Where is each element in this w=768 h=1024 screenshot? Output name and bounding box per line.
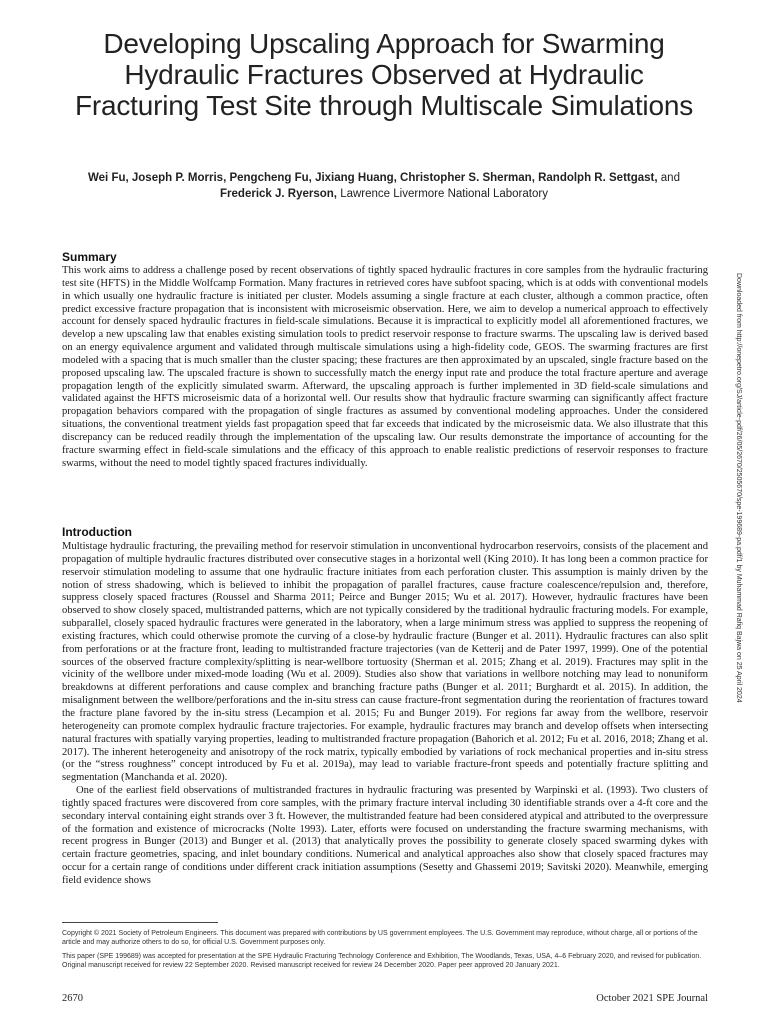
introduction-body bbox=[62, 541, 708, 888]
page-number: 2670 bbox=[62, 993, 83, 1004]
summary-heading: Summary bbox=[62, 250, 117, 264]
paper-title: Developing Upscaling Approach for Swarming Hydraulic Fractures Observed at Hydraulic Fracturing Test Site through Multiscale Simulations bbox=[74, 28, 693, 121]
journal-issue: October 2021 SPE Journal bbox=[596, 993, 708, 1004]
author-names-line-1: Wei Fu, Joseph P. Morris, Pengcheng Fu, Jixiang Huang, Christopher S. Sherman, Randolph R. Settgast, bbox=[88, 172, 658, 184]
author-affiliation: Lawrence Livermore National Laboratory bbox=[337, 188, 548, 200]
download-notice-strip bbox=[732, 273, 746, 741]
summary-paragraph: This work aims to address a challenge posed by recent observations of tightly spaced hydraulic fractures in core samples from the hydraulic fracturing test site (HFTS) in the Middle Wolfcamp Formation. Many fractures in retrieved cores have subfoot spacing, which is at odds with conventional models in which usually one hydraulic fracture is initiated per cluster. Models assuming a single fracture at each cluster, although a common practice, often predict excessive fracture propagation that is inconsistent with microseismic observation. Here, we aim to develop a numerical approach to effectively account for densely spaced hydraulic fractures in field-scale simulations. Because it is impractical to explicitly model all aforementioned fractures, we develop a new upscaling law that enables existing simulation tools to predict reservoir response to fracture swarms. The upscaling law is derived based on an energy equivalence argument and validated through multiscale simulations using a high-fidelity code, GEOS. The swarming fractures are first modeled with a spacing that is much smaller than the cluster spacing; these fractures are then approximated by an upscaled, single fracture based on the proposed upscaling law. The upscaled fracture is shown to successfully match the energy input rate and produce the total fracture aperture and average propagation length of the explicitly simulated swarm. Afterward, the upscaling approach is further implemented in 3D field-scale simulations and validated against the HFTS microseismic data of a horizontal well. Our results show that hydraulic fracture swarming can significantly affect fracture propagation behaviors compared with the propagation of single fractures as assumed by conventional modeling approaches. Under the considered situations, the conventional treatment yields fast propagation speed that far exceeds that indicated by the microseismic data. We also illustrate that this discrepancy can be reduced readily through the implementation of the upscaling law. Our results demonstrate the importance of accounting for the fracture swarming effect in field-scale simulations and the efficacy of this approach to enable realistic predictions of reservoir responses to fracture swarms, without the need to model tightly spaced fractures individually. bbox=[62, 265, 708, 469]
author-list bbox=[80, 170, 688, 202]
author-names-line-2: Frederick J. Ryerson, bbox=[220, 188, 338, 200]
download-notice: Downloaded from http://onepetro.org/SJ/article-pdf/26/05/2670/2505670/spe-199689-pa.pdf/1 by Muhammad Rafiq Bajwa on 25 April 2024 bbox=[735, 273, 742, 703]
introduction-paragraph-2: One of the earliest field observations of multistranded fractures in hydraulic fracturing was presented by Warpinski et al. (1993). Two clusters of tightly spaced fractures were discovered from core samples, with the primary fracture interval including 30 identifiable strands over a 4-ft core and the secondary interval containing eight strands over 3 ft. However, the multistranded feature had been considered atypical and attributed to the overpressure of the formation and existence of microcracks (Nolte 1993). Later, efforts were focused on understanding the fracture swarming mechanisms, with recent progress in Bunger (2013) and Bunger et al. (2013) that analytically proves the possibility to generate closely spaced swarming dykes with certain fracture geometries, spacing, and inlet boundary conditions. Numerical and analytical approaches also show that closely spaced fractures may occur for a certain range of conditions under different crack initiation assumptions (Sesetty and Ghassemi 2019; Savitski 2020). Meanwhile, emerging field evidence shows bbox=[62, 785, 708, 886]
copyright-notice: Copyright © 2021 Society of Petroleum Engineers. This document was prepared with contributions by US government employees. The U.S. Government may reproduce, without charge, all or portions of the article and may authorize others to do so, for official U.S. Government purposes only. bbox=[62, 930, 698, 946]
summary-body bbox=[62, 265, 708, 471]
paper-history-note: This paper (SPE 199689) was accepted for presentation at the SPE Hydraulic Fracturing Technology Conference and Exhibition, The Woodlands, Texas, USA, 4–6 February 2020, and revised for publication. Original manuscript received for review 22 September 2020. Revised manuscript received for review 24 December 2020. Paper peer approved 20 January 2021. bbox=[62, 953, 702, 969]
footnote-divider bbox=[62, 922, 218, 923]
introduction-heading: Introduction bbox=[62, 525, 132, 539]
authors-conjunction: and bbox=[657, 172, 680, 184]
introduction-paragraph-1: Multistage hydraulic fracturing, the prevailing method for reservoir stimulation in unconventional hydrocarbon reservoirs, consists of the placement and propagation of multiple hydraulic fractures distributed over consecutive stages in a horizontal well (King 2010). It has long been a common practice for reservoir stimulation modeling to assume that one hydraulic fracture initiates from each perforation cluster. This assumption is mainly driven by the notion of stress shadowing, which is believed to inhibit the propagation of parallel fractures, cause fracture coalescence/repulsion and, therefore, suppress closely spaced fractures (Roussel and Sharma 2011; Peirce and Bunger 2015; Wu et al. 2017). However, hydraulic fractures have been observed to show closely spaced, multistranded patterns, which are not typically considered by the traditional hydraulic fracturing models. For example, subparallel, closely spaced hydraulic fractures were generated in the laboratory, when a large minimum stress was applied to suppress the reopening of existing fractures, which could otherwise promote the curving of a close-by hydraulic fracture (Bunger et al. 2011). Hydraulic fractures can also split from perforations or at the fracture front, leading to multistranded fracture trajectories (van de Ketterij and de Pater 1997, 1999). One of the potential sources of the observed fracture complexity/splitting is near-wellbore tortuosity (Sherman et al. 2015; Zhang et al. 2019). Fractures may split in the vicinity of the wellbore under mixed-mode loading (Wu et al. 2009). Studies also show that variations in wellbore notching may lead to nonuniform breakdowns at different perforations and cause complex and branching fracture paths (Bunger et al. 2011; Burghardt et al. 2015). In addition, the misalignment between the wellbore/perforations and the in-situ stress can cause fracture-front segmentation during the reorientation of fractures toward the fracture plane favored by the in-situ stress (Lecampion et al. 2015; Fu and Bunger 2019). For regions far away from the wellbore, reservoir heterogeneity can promote complex hydraulic fracture trajectories. For example, hydraulic fractures may branch and develop offsets when intersecting natural fractures with spatially varying properties, leading to multistranded fracture propagation (Bahorich et al. 2012; Fu et al. 2016, 2018; Zhang et al. 2017). The inherent heterogeneity and anisotropy of the rock matrix, typically embodied by variations of rock mechanical properties and in-situ stress (or the “stress roughness” concept introduced by Fu et al. 2019a), may lead to variable fracture-front speeds and potentially fracture splitting and segmentation (Manchanda et al. 2020). bbox=[62, 541, 708, 784]
